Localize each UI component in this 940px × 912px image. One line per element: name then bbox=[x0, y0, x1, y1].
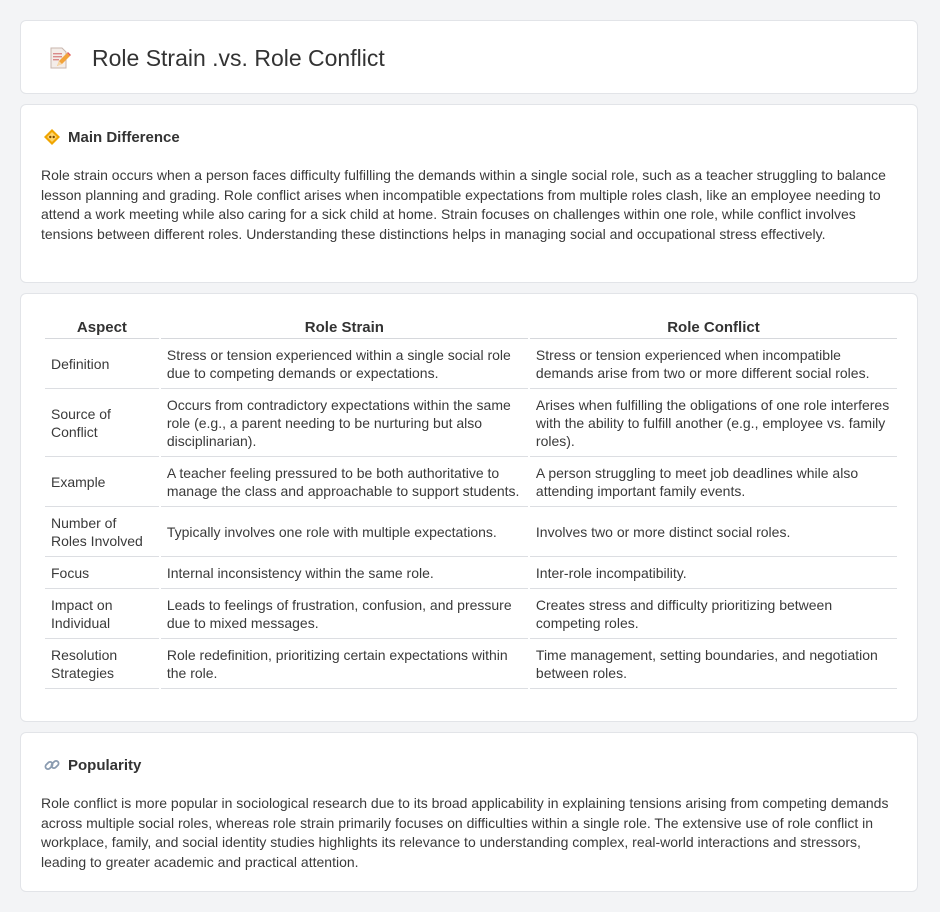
diamond-badge-icon bbox=[43, 128, 61, 146]
main-difference-text: Role strain occurs when a person faces difficulty fulfilling the demands within a single social role, such as a teacher struggling to balance lesson planning and grading. Role conflict arises when incompatible expectations from multiple roles clash, like an employee needing to attend a work meeting while also caring for a sick child at home. Strain focuses on challenges within one role, while conflict involves tensions between different roles. Understanding these distinctions helps in managing social and occupational stress effectively. bbox=[41, 167, 886, 242]
aspect-cell: Source of Conflict bbox=[45, 389, 159, 457]
role-strain-cell: Leads to feelings of frustration, confusion, and pressure due to mixed messages. bbox=[161, 589, 528, 639]
popularity-text: Role conflict is more popular in sociological research due to its broad applicability in explaining tensions arising from competing demands across multiple social roles, whereas role strain primarily focuses on difficulties within a single role. The extensive use of role conflict in workplace, family, and social identity studies highlights its relevance to understanding complex, real-world interactions and stressors, leading to greater academic and practical attention. bbox=[41, 795, 889, 870]
role-strain-cell: Stress or tension experienced within a single social role due to competing demands or expectations. bbox=[161, 339, 528, 389]
aspect-cell: Number of Roles Involved bbox=[45, 507, 159, 557]
aspect-cell: Example bbox=[45, 457, 159, 507]
table-row bbox=[45, 339, 897, 389]
document-pencil-icon bbox=[47, 46, 71, 70]
column-header-role-strain: Role Strain bbox=[161, 314, 528, 339]
role-strain-cell: Typically involves one role with multiple expectations. bbox=[161, 507, 528, 557]
column-header-aspect: Aspect bbox=[45, 314, 159, 339]
comparison-table bbox=[43, 314, 899, 689]
role-conflict-cell: Stress or tension experienced when incompatible demands arise from two or more different social roles. bbox=[530, 339, 897, 389]
main-difference-header bbox=[43, 127, 180, 147]
main-difference-heading: Main Difference bbox=[68, 128, 180, 146]
comparison-table-card bbox=[20, 293, 918, 722]
aspect-cell: Resolution Strategies bbox=[45, 639, 159, 689]
table-row bbox=[45, 557, 897, 589]
page-title: Role Strain .vs. Role Conflict bbox=[92, 45, 385, 71]
table-header-row bbox=[45, 314, 897, 339]
header-card bbox=[20, 20, 918, 94]
popularity-card bbox=[20, 732, 918, 892]
role-conflict-cell: Time management, setting boundaries, and negotiation between roles. bbox=[530, 639, 897, 689]
role-conflict-cell: Creates stress and difficulty prioritizing between competing roles. bbox=[530, 589, 897, 639]
role-conflict-cell: Involves two or more distinct social roles. bbox=[530, 507, 897, 557]
table-row bbox=[45, 589, 897, 639]
table-row bbox=[45, 639, 897, 689]
table-row bbox=[45, 457, 897, 507]
role-conflict-cell: Inter-role incompatibility. bbox=[530, 557, 897, 589]
table-row bbox=[45, 389, 897, 457]
role-strain-cell: A teacher feeling pressured to be both authoritative to manage the class and approachable to support students. bbox=[161, 457, 528, 507]
role-strain-cell: Internal inconsistency within the same role. bbox=[161, 557, 528, 589]
column-header-role-conflict: Role Conflict bbox=[530, 314, 897, 339]
table-row bbox=[45, 507, 897, 557]
role-strain-cell: Role redefinition, prioritizing certain expectations within the role. bbox=[161, 639, 528, 689]
link-icon bbox=[43, 756, 61, 774]
role-strain-cell: Occurs from contradictory expectations within the same role (e.g., a parent needing to be nurturing but also disciplinarian). bbox=[161, 389, 528, 457]
main-difference-card bbox=[20, 104, 918, 283]
popularity-header bbox=[43, 755, 141, 775]
aspect-cell: Focus bbox=[45, 557, 159, 589]
role-conflict-cell: Arises when fulfilling the obligations of one role interferes with the ability to fulfill another (e.g., employee vs. family roles). bbox=[530, 389, 897, 457]
role-conflict-cell: A person struggling to meet job deadlines while also attending important family events. bbox=[530, 457, 897, 507]
aspect-cell: Impact on Individual bbox=[45, 589, 159, 639]
popularity-heading: Popularity bbox=[68, 756, 142, 774]
aspect-cell: Definition bbox=[45, 339, 159, 389]
